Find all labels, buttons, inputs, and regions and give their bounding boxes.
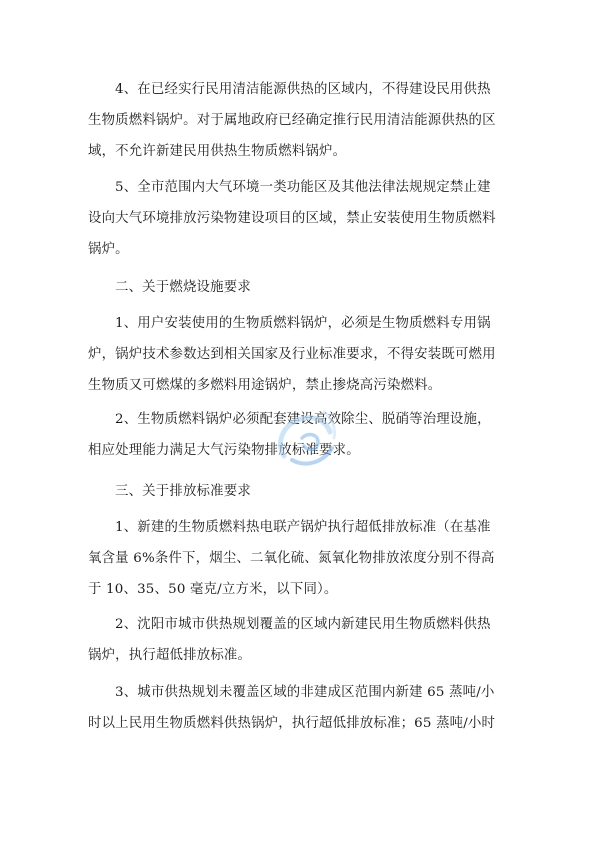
blue-swirl-logo-icon [262, 398, 352, 478]
paragraph-item-emission-2 [88, 609, 518, 671]
text-line: 4、在已经实行民用清洁能源供热的区域内，不得建设民用供热 [115, 82, 491, 97]
text-line: 2、生物质燃料锅炉必须配套建设高效除尘、脱硝等治理设施， [115, 412, 491, 427]
text-line: 生物质燃料锅炉。对于属地政府已经确定推行民用清洁能源供热的区 [88, 113, 496, 128]
paragraph-item-emission-1 [88, 512, 518, 605]
section-heading-combustion [115, 272, 251, 303]
text-line: 锅炉。 [88, 242, 129, 257]
text-line: 1、新建的生物质燃料热电联产锅炉执行超低排放标准（在基准 [115, 520, 491, 535]
text-line: 5、全市范围内大气环境一类功能区及其他法律法规规定禁止建 [115, 180, 491, 195]
text-line: 相应处理能力满足大气污染物排放标准要求。 [88, 443, 360, 458]
text-line: 生物质又可燃煤的多燃料用途锅炉，禁止掺烧高污染燃料。 [88, 378, 442, 393]
text-line: 炉，锅炉技术参数达到相关国家及行业标准要求，不得安装既可燃用 [88, 347, 496, 362]
text-line: 1、用户安装使用的生物质燃料锅炉，必须是生物质燃料专用锅 [115, 316, 491, 331]
text-line: 时以上民用生物质燃料供热锅炉，执行超低排放标准；65 蒸吨/小时 [88, 716, 496, 731]
text-line: 于 10、35、50 毫克/立方米，以下同）。 [88, 582, 338, 597]
paragraph-item-5 [88, 172, 518, 265]
paragraph-item-emission-3 [88, 677, 518, 739]
paragraph-item-4 [88, 74, 518, 167]
text-line: 设向大气环境排放污染物建设项目的区域，禁止安装使用生物质燃料 [88, 211, 496, 226]
text-line: 3、城市供热规划未覆盖区域的非建成区范围内新建 65 蒸吨/小 [115, 685, 495, 700]
heading-text: 二、关于燃烧设施要求 [115, 280, 251, 295]
text-line: 2、沈阳市城市供热规划覆盖的区域内新建民用生物质燃料供热 [115, 617, 491, 632]
section-heading-emission [115, 476, 251, 507]
text-line: 域，不允许新建民用供热生物质燃料锅炉。 [88, 144, 347, 159]
heading-text: 三、关于排放标准要求 [115, 484, 251, 499]
text-line: 锅炉，执行超低排放标准。 [88, 648, 252, 663]
paragraph-item-combustion-1 [88, 308, 518, 401]
text-line: 氧含量 6%条件下，烟尘、二氧化硫、氮氧化物排放浓度分别不得高 [88, 551, 495, 566]
